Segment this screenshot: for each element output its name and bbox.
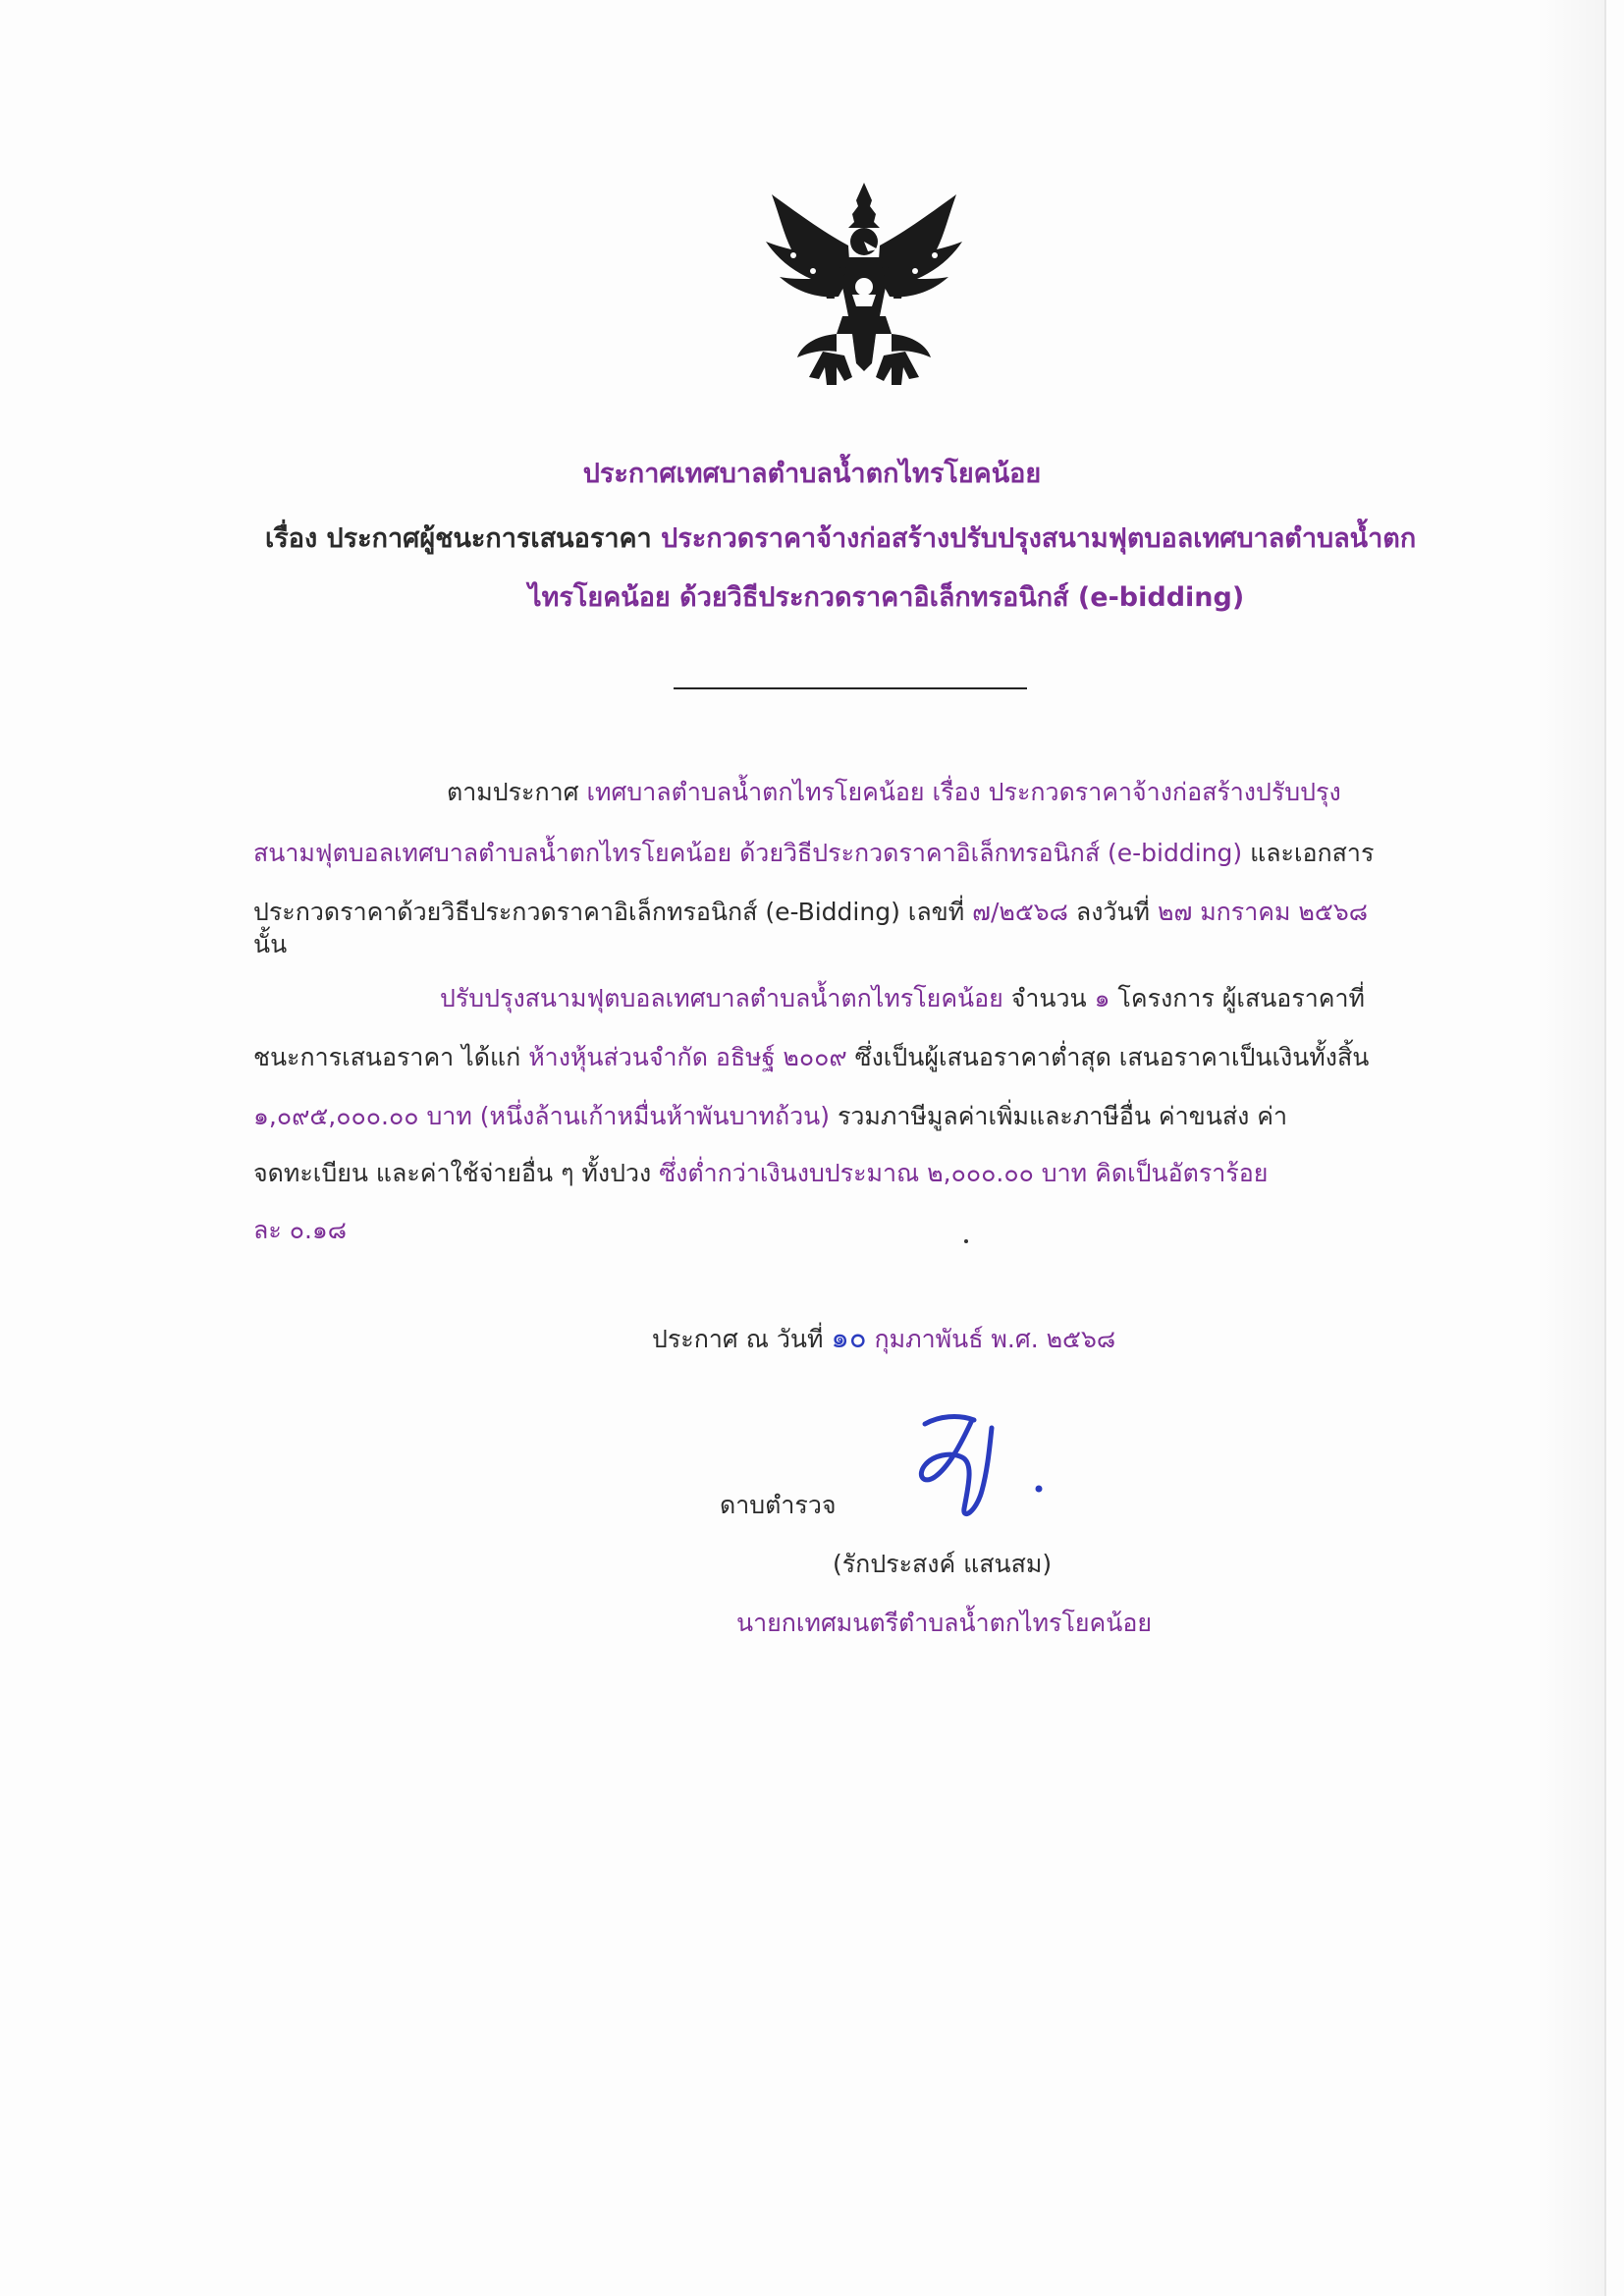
document-date: ๒๗ มกราคม ๒๕๖๘ [1157, 898, 1368, 926]
garuda-emblem-icon [754, 177, 974, 393]
announcement-title [0, 458, 1624, 491]
date-month-year: กุมภาพันธ์ พ.ศ. ๒๕๖๘ [874, 1325, 1116, 1353]
p1-text: และเอกสาร [1242, 839, 1375, 867]
paragraph1-line1 [447, 776, 1341, 809]
p1-text: ตามประกาศ [447, 778, 587, 806]
p1-text: ประกวดราคาด้วยวิธีประกวดราคาอิเล็กทรอนิกส์ (e-Bidding) เลขที่ [253, 898, 973, 926]
p2-text: รวมภาษีมูลค่าเพิ่มและภาษีอื่น ค่าขนส่ง ค่า [830, 1102, 1287, 1130]
paragraph2-line1 [440, 982, 1365, 1015]
percent-difference: ละ ๐.๑๘ [253, 1216, 348, 1244]
paragraph1-line2 [253, 837, 1374, 870]
p2-text: ชนะการเสนอราคา ได้แก่ [253, 1043, 529, 1071]
signer-name: (รักประสงค์ แสนสม) [833, 1550, 1053, 1578]
subject-prefix: เรื่อง ประกาศผู้ชนะการเสนอราคา [265, 523, 652, 554]
signer-position: นายกเทศมนตรีตำบลน้ำตกไทรโยคน้อย [736, 1609, 1153, 1637]
announcement-date [652, 1321, 1115, 1356]
p2-text: โครงการ ผู้เสนอราคาที่ [1110, 984, 1366, 1012]
p2-text: จดทะเบียน และค่าใช้จ่ายอื่น ๆ ทั้งปวง [253, 1159, 660, 1187]
paper-shadow [1536, 0, 1604, 2296]
p1-text: นั้น [253, 930, 288, 958]
paragraph1-line4 [253, 928, 287, 961]
budget-difference: ซึ่งต่ำกว่าเงินงบประมาณ ๒,๐๐๐.๐๐ บาท คิดเป็นอัตราร้อย [659, 1159, 1269, 1187]
handwritten-signature [905, 1406, 1062, 1534]
signer-rank: ดาบตำรวจ [720, 1491, 837, 1519]
announcement-subject-line1 [265, 522, 1416, 556]
p1-text: ลงวันที่ [1067, 898, 1158, 926]
paragraph2-line4 [253, 1157, 1268, 1190]
paragraph2-line2 [253, 1041, 1369, 1074]
p1-highlight: สนามฟุตบอลเทศบาลตำบลน้ำตกไทรโยคน้อย ด้วยวิธีประกวดราคาอิเล็กทรอนิกส์ (e-bidding) [253, 839, 1243, 867]
bid-amount: ๑,๐๙๕,๐๐๐.๐๐ บาท (หนึ่งล้านเก้าหมื่นห้าพันบาทถ้วน) [253, 1102, 831, 1130]
paragraph2-line3 [253, 1100, 1287, 1133]
stray-mark [964, 1239, 968, 1243]
paragraph1-line3 [253, 896, 1368, 929]
project-name: ปรับปรุงสนามฟุตบอลเทศบาลตำบลน้ำตกไทรโยคน้อย [440, 984, 1003, 1012]
announcement-title-text: ประกาศเทศบาลตำบลน้ำตกไทรโยคน้อย [582, 459, 1042, 489]
subject-project-line2: ไทรโยคน้อย ด้วยวิธีประกวดราคาอิเล็กทรอนิกส์ (e-bidding) [528, 582, 1245, 613]
p2-text: ซึ่งเป็นผู้เสนอราคาต่ำสุด เสนอราคาเป็นเงินทั้งสิ้น [846, 1043, 1370, 1071]
document-number: ๗/๒๕๖๘ [972, 898, 1068, 926]
project-count: ๑ [1094, 984, 1110, 1012]
date-prefix: ประกาศ ณ วันที่ [652, 1325, 824, 1353]
announcement-subject-line2 [528, 581, 1244, 615]
date-day: ๑๐ [831, 1321, 867, 1354]
winner-name: ห้างหุ้นส่วนจำกัด อธิษฐ์ ๒๐๐๙ [528, 1043, 847, 1071]
paper-edge [1604, 0, 1606, 2296]
header-divider [674, 687, 1027, 689]
p2-text: จำนวน [1002, 984, 1095, 1012]
paragraph2-line5 [253, 1214, 347, 1247]
subject-project-line1: ประกวดราคาจ้างก่อสร้างปรับปรุงสนามฟุตบอลเทศบาลตำบลน้ำตก [661, 523, 1417, 554]
p1-highlight: เทศบาลตำบลน้ำตกไทรโยคน้อย เรื่อง ประกวดราคาจ้างก่อสร้างปรับปรุง [586, 778, 1341, 806]
